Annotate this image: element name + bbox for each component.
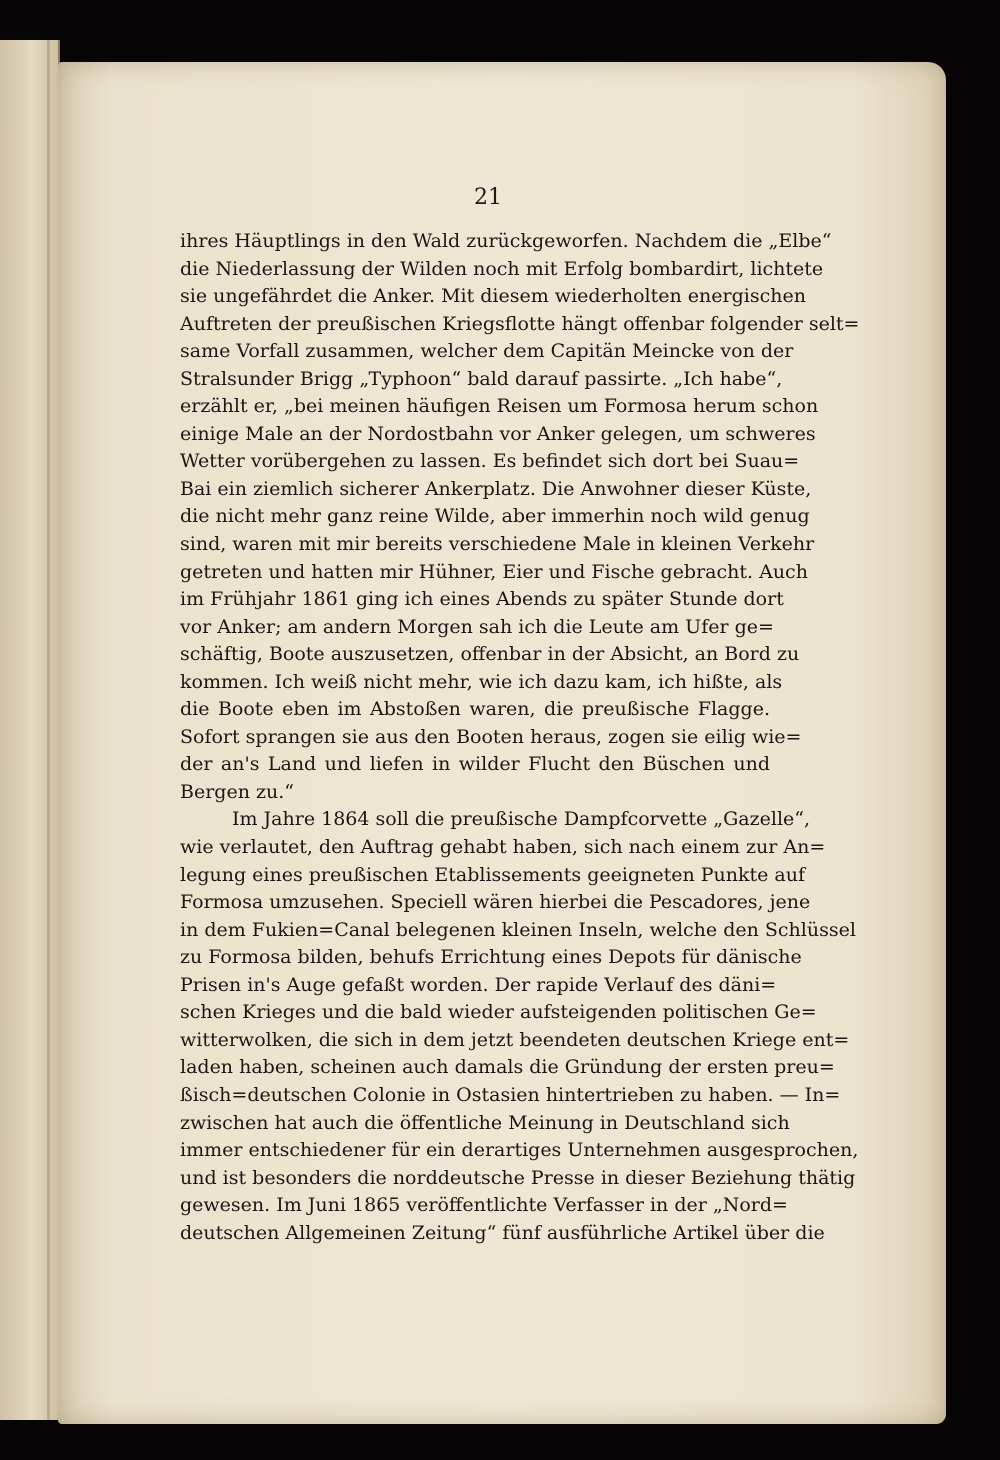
text-line: Im Jahre 1864 soll die preußische Dampfcorvette „Gazelle“, <box>232 808 811 831</box>
page-number: 21 <box>474 185 502 210</box>
text-line: legung eines preußischen Etablissements geeigneten Punkte auf <box>180 863 806 886</box>
text-line: im Frühjahr 1861 ging ich eines Abends zu später Stunde dort <box>180 588 784 611</box>
text-line: Bergen zu.“ <box>180 780 294 803</box>
text-line: schen Krieges und die bald wieder aufsteigenden politischen Ge= <box>180 1001 817 1024</box>
body-text <box>180 228 860 1247</box>
text-line: einige Male an der Nordostbahn vor Anker gelegen, um schweres <box>180 422 816 445</box>
text-line: der an's Land und liefen in wilder Flucht den Büschen und <box>180 753 770 776</box>
text-line: die Boote eben im Abstoßen waren, die preußische Flagge. <box>180 698 770 721</box>
text-line: Sofort sprangen sie aus den Booten heraus, zogen sie eilig wie= <box>180 725 802 748</box>
text-line: Stralsunder Brigg „Typhoon“ bald darauf passirte. „Ich habe“, <box>180 367 783 390</box>
text-line: Formosa umzusehen. Speciell wären hierbei die Pescadores, jene <box>180 891 811 914</box>
text-line: in dem Fukien=Canal belegenen kleinen Inseln, welche den Schlüssel <box>180 918 856 941</box>
text-line: ihres Häuptlings in den Wald zurückgeworfen. Nachdem die „Elbe“ <box>180 230 832 252</box>
text-line: schäftig, Boote auszusetzen, offenbar in der Absicht, an Bord zu <box>180 643 800 666</box>
text-line: die nicht mehr ganz reine Wilde, aber immerhin noch wild genug <box>180 505 810 528</box>
text-line: zu Formosa bilden, behufs Errichtung eines Depots für dänische <box>180 946 802 969</box>
text-line: witterwolken, die sich in dem jetzt beendeten deutschen Kriege ent= <box>180 1028 850 1051</box>
text-line: Prisen in's Auge gefaßt worden. Der rapide Verlauf des däni= <box>180 973 777 996</box>
text-line: kommen. Ich weiß nicht mehr, wie ich dazu kam, ich hißte, als <box>180 670 783 693</box>
text-line: sind, waren mit mir bereits verschiedene Male in kleinen Verkehr <box>180 533 815 556</box>
text-line: laden haben, scheinen auch damals die Gründung der ersten preu= <box>180 1056 835 1079</box>
text-line: getreten und hatten mir Hühner, Eier und Fische gebracht. Auch <box>180 560 808 583</box>
text-line: wie verlautet, den Auftrag gehabt haben, sich nach einem zur An= <box>180 836 826 859</box>
text-line: zwischen hat auch die öffentliche Meinung in Deutschland sich <box>180 1111 790 1134</box>
text-line: sie ungefährdet die Anker. Mit diesem wiederholten energischen <box>180 285 806 308</box>
text-line: erzählt er, „bei meinen häufigen Reisen um Formosa herum schon <box>180 395 819 418</box>
text-line: und ist besonders die norddeutsche Presse in dieser Beziehung thätig <box>180 1166 856 1189</box>
left-page-edge <box>0 40 60 1420</box>
text-line: same Vorfall zusammen, welcher dem Capitän Meincke von der <box>180 340 794 363</box>
text-line: deutschen Allgemeinen Zeitung“ fünf ausführliche Artikel über die <box>180 1221 825 1244</box>
text-line: immer entschiedener für ein derartiges Unternehmen ausgesprochen, <box>180 1139 859 1162</box>
text-line: vor Anker; am andern Morgen sah ich die Leute am Ufer ge= <box>180 615 774 638</box>
text-line: ßisch=deutschen Colonie in Ostasien hintertrieben zu haben. — In= <box>180 1083 841 1106</box>
text-line: gewesen. Im Juni 1865 veröffentlichte Verfasser in der „Nord= <box>180 1194 788 1217</box>
text-line: Auftreten der preußischen Kriegsflotte hängt offenbar folgender selt= <box>180 312 860 335</box>
text-line: Wetter vorübergehen zu lassen. Es befindet sich dort bei Suau= <box>180 450 800 473</box>
text-line: Bai ein ziemlich sicherer Ankerplatz. Die Anwohner dieser Küste, <box>180 477 812 500</box>
text-line: die Niederlassung der Wilden noch mit Erfolg bombardirt, lichtete <box>180 257 824 280</box>
